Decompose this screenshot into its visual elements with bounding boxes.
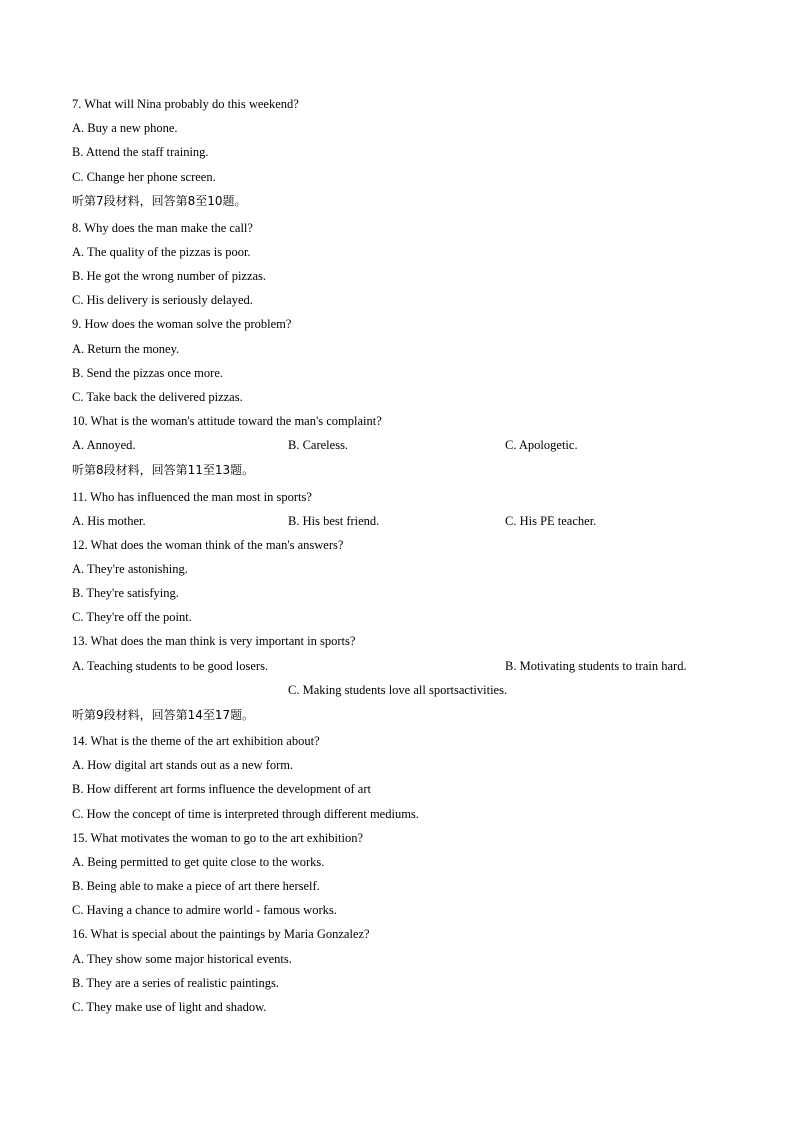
option-8c: C. His delivery is seriously delayed. [72, 293, 253, 307]
section-heading-7: 听第7段材料，回答第8至10题。 [72, 194, 247, 208]
option-7c: C. Change her phone screen. [72, 170, 216, 184]
option-11c: C. His PE teacher. [505, 514, 597, 528]
option-16b: B. They are a series of realistic paintings. [72, 976, 279, 990]
option-8b: B. He got the wrong number of pizzas. [72, 269, 267, 283]
question-11: 11. Who has influenced the man most in sports? [72, 490, 312, 504]
option-14c: C. How the concept of time is interpreted through different mediums. [72, 807, 419, 821]
option-10a: A. Annoyed. [72, 438, 136, 452]
option-12a: A. They're astonishing. [72, 562, 188, 576]
option-9b: B. Send the pizzas once more. [72, 366, 223, 380]
option-16c: C. They make use of light and shadow. [72, 1000, 267, 1014]
option-8a: A. The quality of the pizzas is poor. [72, 245, 251, 259]
option-11b: B. His best friend. [288, 514, 380, 528]
option-15a: A. Being permitted to get quite close to the works. [72, 855, 325, 869]
section-heading-9: 听第9段材料，回答第14至17题。 [72, 708, 255, 722]
option-12b: B. They're satisfying. [72, 586, 179, 600]
option-10c: C. Apologetic. [505, 438, 578, 452]
option-11a: A. His mother. [72, 514, 146, 528]
option-13b: B. Motivating students to train hard. [505, 659, 687, 673]
option-7b: B. Attend the staff training. [72, 145, 209, 159]
question-13: 13. What does the man think is very important in sports? [72, 634, 356, 648]
option-14b: B. How different art forms influence the development of art [72, 782, 371, 796]
option-13a: A. Teaching students to be good losers. [72, 659, 269, 673]
option-16a: A. They show some major historical events. [72, 952, 292, 966]
option-10b: B. Careless. [288, 438, 349, 452]
question-10: 10. What is the woman's attitude toward the man's complaint? [72, 414, 382, 428]
option-12c: C. They're off the point. [72, 610, 192, 624]
option-9c: C. Take back the delivered pizzas. [72, 390, 243, 404]
question-16: 16. What is special about the paintings by Maria Gonzalez? [72, 927, 370, 941]
option-15b: B. Being able to make a piece of art there herself. [72, 879, 320, 893]
option-7a: A. Buy a new phone. [72, 121, 178, 135]
question-15: 15. What motivates the woman to go to the art exhibition? [72, 831, 364, 845]
question-9: 9. How does the woman solve the problem? [72, 317, 292, 331]
option-15c: C. Having a chance to admire world - famous works. [72, 903, 337, 917]
question-14: 14. What is the theme of the art exhibition about? [72, 734, 320, 748]
option-14a: A. How digital art stands out as a new form. [72, 758, 294, 772]
section-heading-8: 听第8段材料，回答第11至13题。 [72, 463, 255, 477]
question-12: 12. What does the woman think of the man's answers? [72, 538, 344, 552]
option-9a: A. Return the money. [72, 342, 180, 356]
option-13c: C. Making students love all sportsactivities. [288, 683, 508, 697]
question-8: 8. Why does the man make the call? [72, 221, 253, 235]
question-7: 7. What will Nina probably do this weekend? [72, 97, 299, 111]
